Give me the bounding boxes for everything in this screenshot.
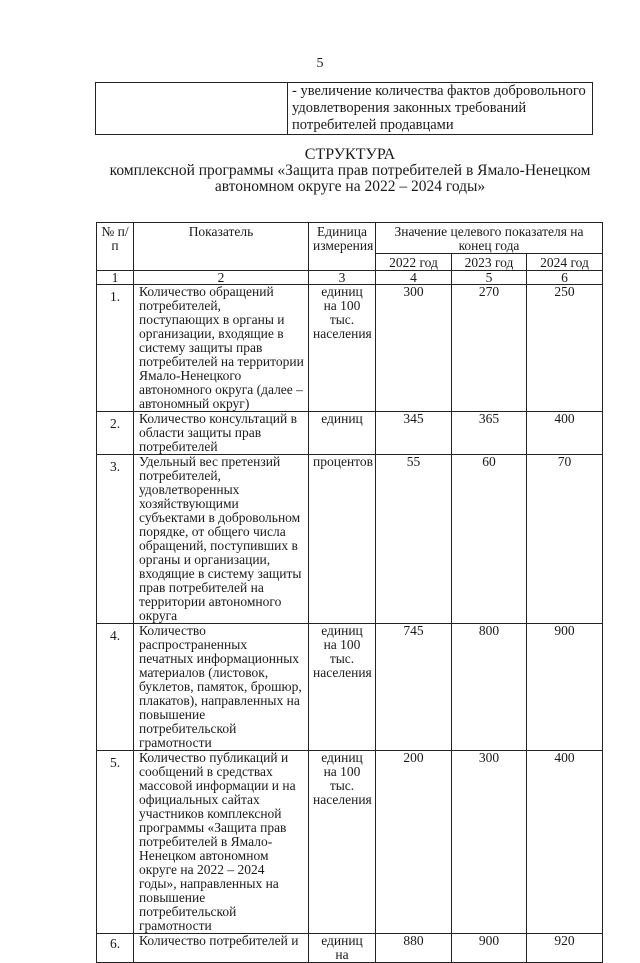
row-unit: единиц на 100 тыс. населения bbox=[309, 285, 376, 412]
row-value-2023: 900 bbox=[452, 934, 527, 963]
row-indicator: Количество публикаций и сообщений в средствах массовой информации и на официальных сайтах участников комплексной программы «Защита прав потребителей в Ямало-Ненецком автономном округе на 2022 – 2024 годы», направленных на повышение потребительской грамотности bbox=[134, 751, 309, 934]
header-year-2024: 2024 год bbox=[527, 254, 603, 271]
row-value-2022: 345 bbox=[376, 412, 452, 455]
continuation-left-cell bbox=[96, 83, 288, 135]
column-index: 3 bbox=[309, 271, 376, 285]
continuation-table bbox=[95, 82, 593, 135]
row-unit: единиц на 100 тыс. населения bbox=[309, 751, 376, 934]
row-value-2022: 300 bbox=[376, 285, 452, 412]
header-indicator: Показатель bbox=[134, 223, 309, 271]
row-unit: процентов bbox=[309, 455, 376, 624]
table-row bbox=[97, 624, 603, 751]
row-number: 5. bbox=[97, 751, 134, 934]
row-value-2023: 60 bbox=[452, 455, 527, 624]
row-value-2022: 55 bbox=[376, 455, 452, 624]
table-row bbox=[97, 934, 603, 963]
row-unit: единиц на 100 тыс. населения bbox=[309, 624, 376, 751]
continuation-right-cell: - увеличение количества фактов добровольного удовлетворения законных требований потребителей продавцами bbox=[288, 83, 593, 135]
column-index: 4 bbox=[376, 271, 452, 285]
row-value-2023: 270 bbox=[452, 285, 527, 412]
header-unit: Единица измерения bbox=[309, 223, 376, 271]
row-number: 1. bbox=[97, 285, 134, 412]
row-indicator: Количество обращений потребителей, поступающих в органы и организации, входящие в систему защиты прав потребителей на территории Ямало-Ненецкого автономного округа (далее – автономный округ) bbox=[134, 285, 309, 412]
column-index: 5 bbox=[452, 271, 527, 285]
table-row bbox=[97, 285, 603, 412]
row-value-2022: 200 bbox=[376, 751, 452, 934]
row-value-2024: 900 bbox=[527, 624, 603, 751]
row-unit: единиц на bbox=[309, 934, 376, 963]
structure-subtitle-line1: комплексной программы «Защита прав потребителей в Ямало-Ненецком bbox=[109, 162, 591, 179]
row-value-2024: 250 bbox=[527, 285, 603, 412]
row-number: 4. bbox=[97, 624, 134, 751]
row-value-2024: 920 bbox=[527, 934, 603, 963]
page-number: 5 bbox=[316, 56, 324, 71]
column-index-row bbox=[97, 271, 603, 285]
table-row bbox=[97, 412, 603, 455]
header-year-2023: 2023 год bbox=[452, 254, 527, 271]
column-index: 1 bbox=[97, 271, 134, 285]
header-row bbox=[97, 223, 603, 254]
table-row bbox=[97, 455, 603, 624]
row-value-2023: 365 bbox=[452, 412, 527, 455]
header-year-2022: 2022 год bbox=[376, 254, 452, 271]
header-value-group: Значение целевого показателя на конец года bbox=[376, 223, 603, 254]
row-number: 6. bbox=[97, 934, 134, 963]
row-value-2022: 745 bbox=[376, 624, 452, 751]
column-index: 6 bbox=[527, 271, 603, 285]
row-value-2023: 800 bbox=[452, 624, 527, 751]
row-unit: единиц bbox=[309, 412, 376, 455]
continuation-row bbox=[96, 83, 593, 135]
row-number: 2. bbox=[97, 412, 134, 455]
column-index: 2 bbox=[134, 271, 309, 285]
indicators-table bbox=[96, 222, 603, 963]
row-indicator: Количество консультаций в области защиты прав потребителей bbox=[134, 412, 309, 455]
row-value-2024: 70 bbox=[527, 455, 603, 624]
row-indicator: Количество потребителей и bbox=[134, 934, 309, 963]
row-number: 3. bbox=[97, 455, 134, 624]
table-row bbox=[97, 751, 603, 934]
row-value-2024: 400 bbox=[527, 751, 603, 934]
row-value-2024: 400 bbox=[527, 412, 603, 455]
row-value-2022: 880 bbox=[376, 934, 452, 963]
header-num: № п/п bbox=[97, 223, 134, 271]
row-value-2023: 300 bbox=[452, 751, 527, 934]
structure-title: СТРУКТУРА bbox=[304, 146, 396, 163]
row-indicator: Удельный вес претензий потребителей, удовлетворенных хозяйствующими субъектами в добровольном порядке, от общего числа обращений, поступивших в органы и организации, входящие в систему защиты прав потребителей на территории автономного округа bbox=[134, 455, 309, 624]
row-indicator: Количество распространенных печатных информационных материалов (листовок, буклетов, памяток, брошюр, плакатов), направленных на повышение потребительской грамотности bbox=[134, 624, 309, 751]
structure-subtitle-line2: автономном округе на 2022 – 2024 годы» bbox=[214, 178, 486, 195]
